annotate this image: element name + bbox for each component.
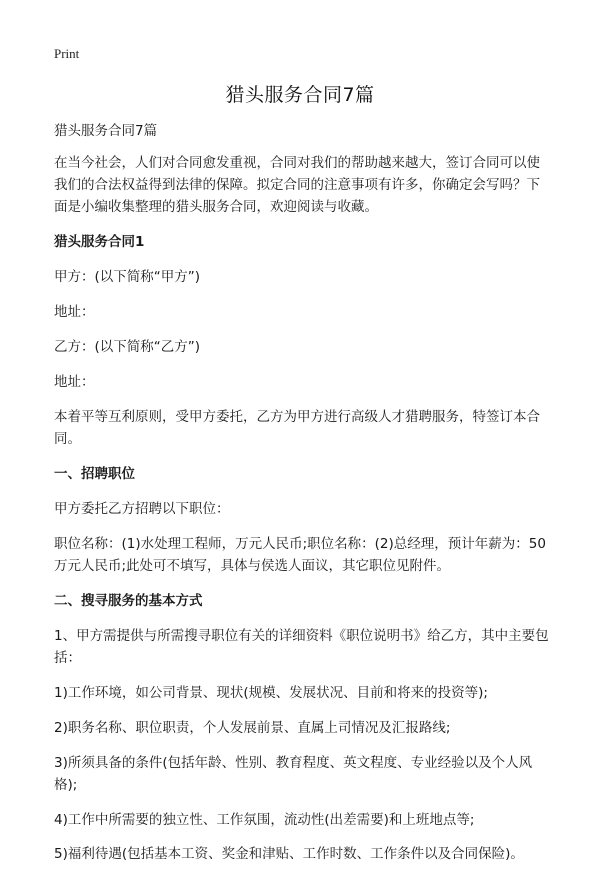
document-title: 猎头服务合同7篇 xyxy=(225,84,375,106)
document-body xyxy=(54,120,550,877)
party-b-line: 乙方：(以下简称“乙方”) xyxy=(54,339,201,355)
section-1-heading: 一、招聘职位 xyxy=(54,466,135,482)
section-2-sub-1: 1)工作环境，如公司背景、现状(规模、发展状况、目前和将来的投资等); xyxy=(54,685,488,701)
contract-heading: 猎头服务合同1 xyxy=(54,234,145,250)
intro-paragraph: 在当今社会，人们对合同愈发重视，合同对我们的帮助越来越大，签订合同可以使我们的合法权益得到法律的保障。拟定合同的注意事项有许多，你确定会写吗？下面是小编收集整理的猎头服务合同，欢迎阅读与收藏。 xyxy=(54,155,540,215)
section-2-item-1: 1、甲方需提供与所需搜寻职位有关的详细资料《职位说明书》给乙方，其中主要包括： xyxy=(54,628,549,666)
address-a-line: 地址： xyxy=(54,304,95,320)
preamble-paragraph: 本着平等互利原则，受甲方委托，乙方为甲方进行高级人才猎聘服务，特签订本合同。 xyxy=(54,409,540,447)
section-2-sub-2: 2)职务名称、职位职责，个人发展前景、直属上司情况及汇报路线; xyxy=(54,720,451,736)
section-1-text: 甲方委托乙方招聘以下职位： xyxy=(54,501,230,517)
address-b-line: 地址： xyxy=(54,374,95,390)
section-2-sub-5: 5)福利待遇(包括基本工资、奖金和津贴、工作时数、工作条件以及合同保险)。 xyxy=(54,846,524,862)
section-2-heading: 二、搜寻服务的基本方式 xyxy=(54,593,203,609)
print-label[interactable]: Print xyxy=(54,46,80,61)
document-subtitle: 猎头服务合同7篇 xyxy=(54,123,158,139)
section-1-positions: 职位名称：(1)水处理工程师，万元人民币;职位名称：(2)总经理，预计年薪为：50万元人民币;此处可不填写，具体与侯选人面议，其它职位见附件。 xyxy=(54,536,546,574)
section-2-sub-4: 4)工作中所需要的独立性、工作氛围，流动性(出差需要)和上班地点等; xyxy=(54,812,475,828)
party-a-line: 甲方：(以下简称“甲方”) xyxy=(54,269,201,285)
section-2-sub-3: 3)所须具备的条件(包括年龄、性别、教育程度、英文程度、专业经验以及个人风格); xyxy=(54,755,533,793)
